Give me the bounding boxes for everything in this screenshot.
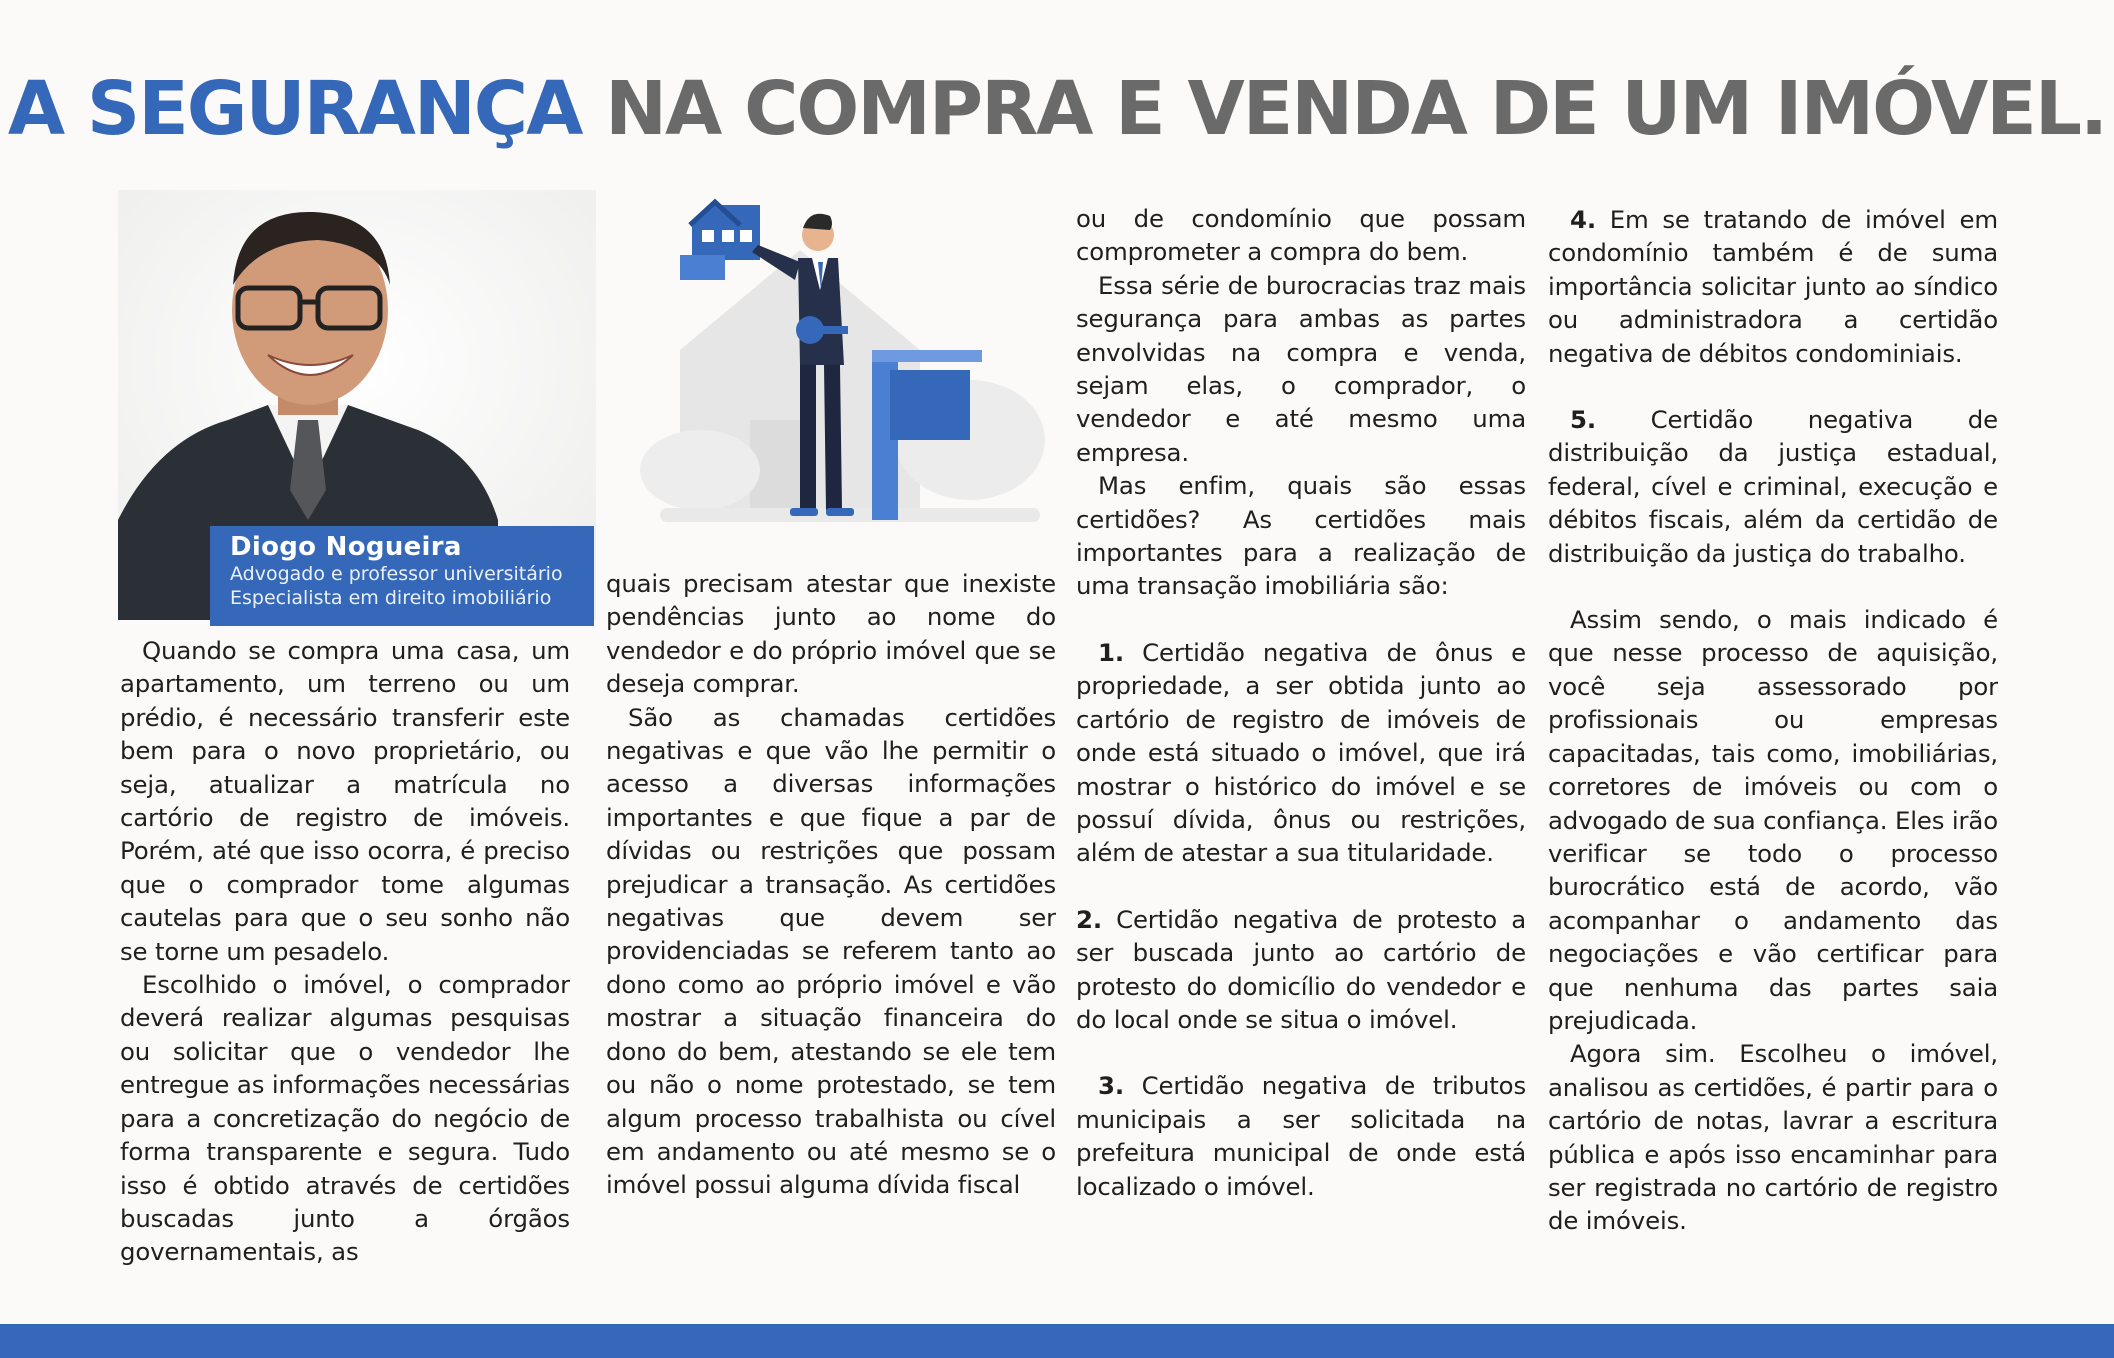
- col2-paragraph-2: São as chamadas certidões negativas e que vão lhe permitir o acesso a diversas informações importantes e que fique a par de dívidas ou restrições que possam prejudicar a transação. As certidões negativas que devem ser providenciadas se referem tanto ao dono como ao próprio imóvel e vão mostrar a situação financeira do dono do bem, atestando se ele tem ou não o nome protestado, se tem algum processo trabalhista ou cível em andamento ou até mesmo se o imóvel possui alguma dívida fiscal: [606, 702, 1056, 1200]
- col3-item-1: 1. Certidão negativa de ônus e propriedade, a ser obtida junto ao cartório de registro de imóveis de onde está situado o imóvel, que irá mostrar o histórico do imóvel e se possuí dívida, ônus ou restrições, além de atestar a sua titularidade.: [1076, 637, 1526, 868]
- column-4: [1548, 203, 1998, 1273]
- col3-paragraph-2: Essa série de burocracias traz mais segurança para ambas as partes envolvidas na compra e venda, sejam elas, o comprador, o vendedor e até mesmo uma empresa.: [1076, 270, 1526, 467]
- col3-paragraph-3: Mas enfim, quais são essas certidões? As certidões mais importantes para a realização de uma transação imobiliária são:: [1076, 471, 1526, 601]
- realtor-illustration: [640, 190, 1060, 540]
- col4-item-5: 5. Certidão negativa de distribuição da justiça estadual, federal, cível e criminal, execução e débitos fiscais, além da certidão de distribuição da justiça do trabalho.: [1548, 405, 1998, 568]
- author-caption: [210, 526, 594, 626]
- author-specialty: Especialista em direito imobiliário: [230, 587, 552, 609]
- col1-paragraph-1: Quando se compra uma casa, um apartamento, um terreno ou um prédio, é necessário transferir este bem para o novo proprietário, ou seja, atualizar a matrícula no cartório de registro de imóveis. Porém, até que isso ocorra, é preciso que o comprador tome algumas cautelas para que o seu sonho não se torne um pesadelo.: [120, 636, 570, 966]
- title-rest: NA COMPRA E VENDA DE UM IMÓVEL.: [581, 66, 2107, 152]
- col4-paragraph-2: Agora sim. Escolheu o imóvel, analisou as certidões, é partir para o cartório de notas, lavrar a escritura pública e após isso encaminhar para ser registrada no cartório de registro de imóveis.: [1548, 1039, 1998, 1236]
- title-accent: A SEGURANÇA: [7, 66, 582, 152]
- footer-bar: [0, 1324, 2114, 1358]
- col3-item-2: 2. Certidão negativa de protesto a ser buscada junto ao cartório de protesto do domicílio do vendedor e do local onde se situa o imóvel.: [1076, 904, 1526, 1034]
- column-3: [1076, 202, 1526, 1272]
- col4-item-4: 4. Em se tratando de imóvel em condomínio também é de suma importância solicitar junto ao síndico ou administradora a certidão negativa de débitos condominiais.: [1548, 205, 1998, 368]
- col3-item-3: 3. Certidão negativa de tributos municipais a ser solicitada na prefeitura municipal de onde está localizado o imóvel.: [1076, 1071, 1526, 1201]
- col2-paragraph-1: quais precisam atestar que inexiste pendências junto ao nome do vendedor e do próprio imóvel que se deseja comprar.: [606, 569, 1056, 699]
- author-role: Advogado e professor universitário: [230, 563, 563, 585]
- col4-paragraph-1: Assim sendo, o mais indicado é que nesse processo de aquisição, você seja assessorado por profissionais ou empresas capacitadas, tais como, imobiliárias, corretores de imóveis ou com o advogado de sua confiança. Eles irão verificar se todo o processo burocrático está de acordo, vão acompanhar o andamento das negociações e vão certificar para que nenhuma das partes saia prejudicada.: [1548, 605, 1998, 1035]
- column-2: [606, 567, 1056, 1277]
- page-title: [0, 66, 2114, 152]
- column-1: [120, 634, 570, 1274]
- author-name: Diogo Nogueira: [230, 532, 462, 562]
- col3-paragraph-1: ou de condomínio que possam comprometer a compra do bem.: [1076, 204, 1526, 267]
- col1-paragraph-2: Escolhido o imóvel, o comprador deverá realizar algumas pesquisas ou solicitar que o vendedor lhe entregue as informações necessárias para a concretização do negócio de forma transparente e segura. Tudo isso é obtido através de certidões buscadas junto a órgãos governamentais, as: [120, 970, 570, 1267]
